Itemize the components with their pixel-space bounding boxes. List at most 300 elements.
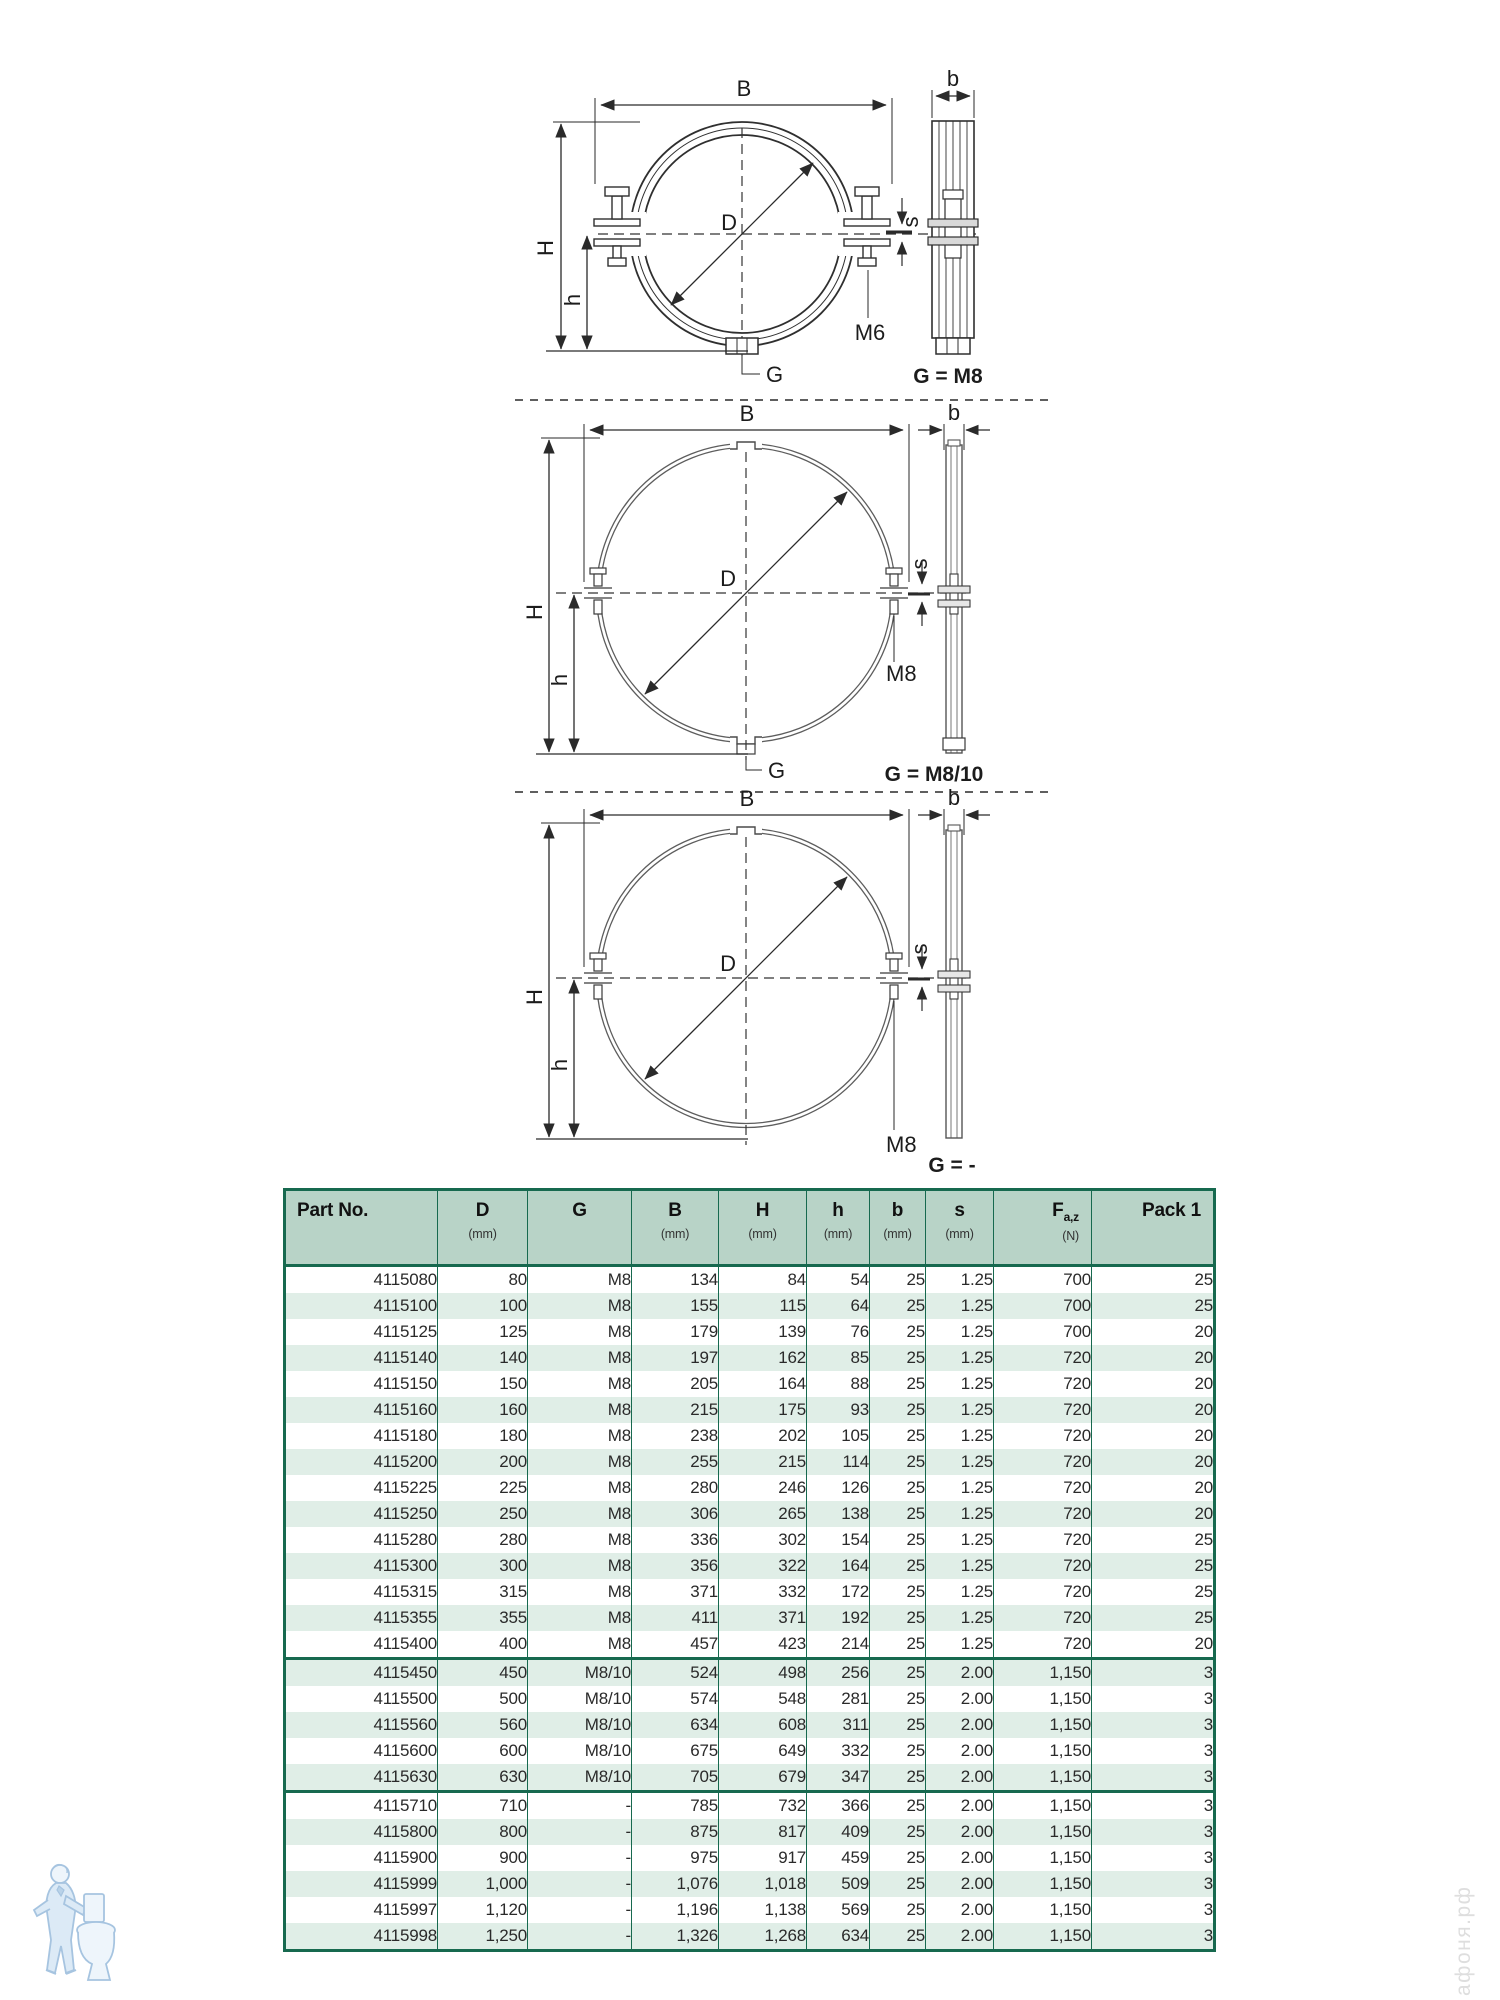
col-header-s: s (mm)	[926, 1190, 994, 1266]
table-cell: 93	[807, 1397, 870, 1423]
dim-label-h: h	[547, 673, 572, 687]
table-cell: 2.00	[926, 1738, 994, 1764]
table-row	[285, 1923, 1215, 1951]
table-cell: 85	[807, 1345, 870, 1371]
col-header-G: G	[528, 1190, 632, 1266]
table-cell: M8	[528, 1397, 632, 1423]
table-cell: M8	[528, 1449, 632, 1475]
dimensions-table	[283, 1188, 1216, 1952]
table-cell: 3	[1092, 1923, 1215, 1951]
table-cell: 164	[719, 1371, 807, 1397]
table-cell: M8/10	[528, 1712, 632, 1738]
table-cell: 634	[807, 1923, 870, 1951]
table-cell: 1,150	[994, 1738, 1092, 1764]
table-cell: 3	[1092, 1659, 1215, 1687]
table-cell: 459	[807, 1845, 870, 1871]
table-cell: 457	[632, 1631, 719, 1659]
table-cell: -	[528, 1871, 632, 1897]
table-cell: 900	[438, 1845, 528, 1871]
table-cell: 336	[632, 1527, 719, 1553]
table-cell: 25	[870, 1397, 926, 1423]
table-cell: 3	[1092, 1871, 1215, 1897]
table-cell: 630	[438, 1764, 528, 1792]
table-cell: 498	[719, 1659, 807, 1687]
table-cell: M8	[528, 1475, 632, 1501]
table-row	[285, 1345, 1215, 1371]
table-cell: 25	[1092, 1266, 1215, 1294]
table-row	[285, 1738, 1215, 1764]
bolt-size-label: M8	[886, 661, 917, 686]
table-cell: 164	[807, 1553, 870, 1579]
dim-label-h: h	[560, 293, 585, 307]
table-cell: 1,250	[438, 1923, 528, 1951]
table-cell: 281	[807, 1686, 870, 1712]
table-cell: 1,196	[632, 1897, 719, 1923]
col-header-B: B (mm)	[632, 1190, 719, 1266]
g-note: G = M8	[913, 365, 983, 388]
table-cell: 4115710	[285, 1792, 438, 1820]
table-cell: M8	[528, 1527, 632, 1553]
table-cell: 25	[870, 1553, 926, 1579]
table-cell: 4115800	[285, 1819, 438, 1845]
table-cell: M8	[528, 1266, 632, 1294]
table-cell: 225	[438, 1475, 528, 1501]
table-cell: M8/10	[528, 1686, 632, 1712]
watermark-plumber-logo	[20, 1852, 130, 1992]
table-cell: 1,120	[438, 1897, 528, 1923]
g-note: G = -	[928, 1154, 976, 1177]
dim-label-B: B	[739, 786, 755, 811]
table-cell: 2.00	[926, 1792, 994, 1820]
table-cell: 315	[438, 1579, 528, 1605]
table-cell: 4115630	[285, 1764, 438, 1792]
watermark-vertical-text: афоня.рф	[1452, 1885, 1475, 1996]
table-row	[285, 1845, 1215, 1871]
table-cell: 138	[807, 1501, 870, 1527]
table-cell: 20	[1092, 1345, 1215, 1371]
table-cell: 2.00	[926, 1819, 994, 1845]
table-cell: 25	[870, 1631, 926, 1659]
table-cell: 300	[438, 1553, 528, 1579]
table-cell: 197	[632, 1345, 719, 1371]
table-cell: 4115500	[285, 1686, 438, 1712]
table-cell: 25	[870, 1605, 926, 1631]
table-cell: 4115140	[285, 1345, 438, 1371]
table-cell: 25	[870, 1501, 926, 1527]
table-cell: 409	[807, 1819, 870, 1845]
dim-label-D: D	[720, 566, 736, 591]
bolt-size-label: M6	[854, 320, 886, 345]
table-cell: -	[528, 1923, 632, 1951]
table-cell: 4115355	[285, 1605, 438, 1631]
table-cell: 256	[807, 1659, 870, 1687]
side-view-1	[913, 66, 983, 388]
front-view-3	[522, 786, 972, 1157]
table-cell: 720	[994, 1397, 1092, 1423]
table-cell: M8	[528, 1631, 632, 1659]
g-note: G = M8/10	[884, 763, 984, 786]
col-header-part-no: Part No.	[285, 1190, 438, 1266]
table-cell: 3	[1092, 1712, 1215, 1738]
table-cell: 238	[632, 1423, 719, 1449]
table-cell: -	[528, 1845, 632, 1871]
table-cell: 25	[870, 1712, 926, 1738]
table-cell: 4115900	[285, 1845, 438, 1871]
table-cell: 634	[632, 1712, 719, 1738]
table-cell: 1.25	[926, 1449, 994, 1475]
table-cell: 2.00	[926, 1712, 994, 1738]
table-cell: 720	[994, 1371, 1092, 1397]
table-cell: 720	[994, 1553, 1092, 1579]
table-cell: 255	[632, 1449, 719, 1475]
col-header-Faz: $F_{a,z}$ (N)	[994, 1190, 1092, 1266]
table-cell: 679	[719, 1764, 807, 1792]
table-cell: -	[528, 1792, 632, 1820]
table-cell: M8	[528, 1501, 632, 1527]
table-cell: 1.25	[926, 1527, 994, 1553]
table-cell: 25	[870, 1764, 926, 1792]
dim-label-s: s	[898, 216, 923, 228]
diagram-light-clamp-m810	[515, 400, 1048, 792]
table-cell: 400	[438, 1631, 528, 1659]
table-cell: 4115150	[285, 1371, 438, 1397]
table-cell: 155	[632, 1293, 719, 1319]
table-cell: 25	[870, 1738, 926, 1764]
table-cell: 720	[994, 1475, 1092, 1501]
table-cell: 569	[807, 1897, 870, 1923]
table-cell: 1.25	[926, 1319, 994, 1345]
table-cell: 25	[870, 1845, 926, 1871]
table-cell: M8	[528, 1553, 632, 1579]
table-cell: 2.00	[926, 1897, 994, 1923]
table-cell: M8/10	[528, 1764, 632, 1792]
table-cell: 1.25	[926, 1501, 994, 1527]
table-cell: 500	[438, 1686, 528, 1712]
table-row	[285, 1579, 1215, 1605]
table-cell: 1,138	[719, 1897, 807, 1923]
table-cell: 154	[807, 1527, 870, 1553]
table-cell: 1,150	[994, 1712, 1092, 1738]
front-view-2	[522, 401, 972, 783]
table-cell: 265	[719, 1501, 807, 1527]
table-cell: 2.00	[926, 1659, 994, 1687]
table-cell: 1.25	[926, 1371, 994, 1397]
table-cell: 150	[438, 1371, 528, 1397]
table-cell: 20	[1092, 1371, 1215, 1397]
col-header-H: H (mm)	[719, 1190, 807, 1266]
table-cell: 25	[870, 1897, 926, 1923]
table-cell: 139	[719, 1319, 807, 1345]
table-cell: 3	[1092, 1897, 1215, 1923]
table-cell: 4115250	[285, 1501, 438, 1527]
table-cell: 3	[1092, 1686, 1215, 1712]
table-cell: 20	[1092, 1501, 1215, 1527]
table-cell: 311	[807, 1712, 870, 1738]
table-cell: 366	[807, 1792, 870, 1820]
table-cell: 84	[719, 1266, 807, 1294]
table-row	[285, 1475, 1215, 1501]
table-row	[285, 1764, 1215, 1792]
table-cell: 4115315	[285, 1579, 438, 1605]
table-cell: 20	[1092, 1449, 1215, 1475]
table-cell: 25	[1092, 1579, 1215, 1605]
table-cell: 134	[632, 1266, 719, 1294]
table-cell: 114	[807, 1449, 870, 1475]
table-cell: 675	[632, 1738, 719, 1764]
table-cell: 180	[438, 1423, 528, 1449]
table-cell: 371	[719, 1605, 807, 1631]
table-cell: 1,150	[994, 1897, 1092, 1923]
table-cell: 2.00	[926, 1923, 994, 1951]
dim-label-B: B	[736, 76, 752, 101]
diagram-heavy-clamp	[515, 66, 1048, 400]
table-row	[285, 1397, 1215, 1423]
table-cell: 2.00	[926, 1871, 994, 1897]
table-cell: 720	[994, 1501, 1092, 1527]
table-cell: -	[528, 1819, 632, 1845]
table-cell: 280	[632, 1475, 719, 1501]
table-cell: 720	[994, 1345, 1092, 1371]
table-cell: 4115125	[285, 1319, 438, 1345]
table-cell: 509	[807, 1871, 870, 1897]
table-cell: 25	[870, 1579, 926, 1605]
table-cell: 1,150	[994, 1923, 1092, 1951]
table-cell: 4115280	[285, 1527, 438, 1553]
side-view-3	[918, 785, 990, 1177]
table-row	[285, 1293, 1215, 1319]
col-header-b: b (mm)	[870, 1190, 926, 1266]
table-cell: 1.25	[926, 1345, 994, 1371]
table-cell: 20	[1092, 1631, 1215, 1659]
table-cell: 347	[807, 1764, 870, 1792]
table-cell: 54	[807, 1266, 870, 1294]
table-cell: 214	[807, 1631, 870, 1659]
table-cell: 411	[632, 1605, 719, 1631]
table-cell: 246	[719, 1475, 807, 1501]
table-cell: 172	[807, 1579, 870, 1605]
table-cell: 20	[1092, 1475, 1215, 1501]
table-cell: 160	[438, 1397, 528, 1423]
table-cell: 4115225	[285, 1475, 438, 1501]
table-cell: 25	[870, 1475, 926, 1501]
table-cell: 25	[870, 1792, 926, 1820]
table-cell: 4115999	[285, 1871, 438, 1897]
table-cell: 25	[870, 1371, 926, 1397]
table-cell: M8	[528, 1371, 632, 1397]
table-cell: 600	[438, 1738, 528, 1764]
table-cell: 1.25	[926, 1266, 994, 1294]
table-cell: 200	[438, 1449, 528, 1475]
table-cell: 4115100	[285, 1293, 438, 1319]
table-cell: 25	[870, 1923, 926, 1951]
table-cell: 3	[1092, 1764, 1215, 1792]
col-header-pack: Pack 1	[1092, 1190, 1215, 1266]
table-row	[285, 1449, 1215, 1475]
table-cell: 710	[438, 1792, 528, 1820]
table-cell: 332	[719, 1579, 807, 1605]
table-cell: 25	[870, 1319, 926, 1345]
table-row	[285, 1871, 1215, 1897]
table-cell: 917	[719, 1845, 807, 1871]
table-cell: 975	[632, 1845, 719, 1871]
table-cell: 1,150	[994, 1871, 1092, 1897]
table-cell: 192	[807, 1605, 870, 1631]
table-row	[285, 1266, 1215, 1294]
table-cell: M8/10	[528, 1738, 632, 1764]
table-cell: 1,150	[994, 1764, 1092, 1792]
table-cell: 732	[719, 1792, 807, 1820]
table-cell: 4115160	[285, 1397, 438, 1423]
table-cell: 649	[719, 1738, 807, 1764]
dim-label-b: b	[946, 66, 960, 91]
table-cell: 105	[807, 1423, 870, 1449]
table-cell: 1.25	[926, 1579, 994, 1605]
table-cell: 25	[870, 1293, 926, 1319]
table-cell: 76	[807, 1319, 870, 1345]
table-cell: 720	[994, 1423, 1092, 1449]
table-cell: 4115560	[285, 1712, 438, 1738]
front-view-1	[533, 76, 978, 387]
table-cell: 4115400	[285, 1631, 438, 1659]
table-cell: 25	[1092, 1293, 1215, 1319]
table-cell: 25	[870, 1266, 926, 1294]
table-cell: M8	[528, 1319, 632, 1345]
g-label: G	[766, 362, 784, 387]
dim-label-D: D	[721, 210, 737, 235]
table-cell: M8/10	[528, 1659, 632, 1687]
table-row	[285, 1553, 1215, 1579]
table-cell: 4115450	[285, 1659, 438, 1687]
table-cell: 175	[719, 1397, 807, 1423]
table-cell: 785	[632, 1792, 719, 1820]
table-row	[285, 1501, 1215, 1527]
table-cell: 2.00	[926, 1686, 994, 1712]
table-cell: 574	[632, 1686, 719, 1712]
table-cell: 700	[994, 1319, 1092, 1345]
table-cell: 1.25	[926, 1605, 994, 1631]
table-cell: 162	[719, 1345, 807, 1371]
table-row	[285, 1631, 1215, 1659]
table-cell: 608	[719, 1712, 807, 1738]
table-header	[285, 1190, 1215, 1266]
table-cell: 322	[719, 1553, 807, 1579]
table-row	[285, 1423, 1215, 1449]
table-cell: 817	[719, 1819, 807, 1845]
table-cell: 25	[870, 1423, 926, 1449]
dim-label-B: B	[739, 401, 755, 426]
table-cell: 140	[438, 1345, 528, 1371]
table-cell: 700	[994, 1293, 1092, 1319]
table-cell: 524	[632, 1659, 719, 1687]
col-header-h: h (mm)	[807, 1190, 870, 1266]
dim-label-D: D	[720, 951, 736, 976]
table-cell: 25	[870, 1449, 926, 1475]
table-cell: 720	[994, 1631, 1092, 1659]
dim-label-s: s	[907, 943, 932, 955]
table-cell: 356	[632, 1553, 719, 1579]
table-cell: 1.25	[926, 1423, 994, 1449]
table-cell: 1.25	[926, 1475, 994, 1501]
table-cell: 720	[994, 1527, 1092, 1553]
table-cell: 720	[994, 1449, 1092, 1475]
table-cell: 25	[1092, 1605, 1215, 1631]
table-cell: 450	[438, 1659, 528, 1687]
table-cell: 179	[632, 1319, 719, 1345]
table-cell: 25	[870, 1686, 926, 1712]
table-cell: 306	[632, 1501, 719, 1527]
table-cell: 25	[1092, 1553, 1215, 1579]
table-cell: 1,150	[994, 1792, 1092, 1820]
table-cell: 1,150	[994, 1845, 1092, 1871]
table-cell: 4115180	[285, 1423, 438, 1449]
table-cell: 215	[719, 1449, 807, 1475]
table-cell: 1,150	[994, 1686, 1092, 1712]
table-cell: 3	[1092, 1738, 1215, 1764]
table-cell: 302	[719, 1527, 807, 1553]
table-cell: 1,076	[632, 1871, 719, 1897]
table-cell: 1,000	[438, 1871, 528, 1897]
table-cell: 3	[1092, 1792, 1215, 1820]
table-cell: 1,326	[632, 1923, 719, 1951]
table-cell: 4115600	[285, 1738, 438, 1764]
table-cell: 700	[994, 1266, 1092, 1294]
table-cell: 720	[994, 1579, 1092, 1605]
dim-label-H: H	[533, 240, 558, 256]
dim-label-H: H	[522, 989, 547, 1005]
table-cell: 280	[438, 1527, 528, 1553]
table-cell: -	[528, 1897, 632, 1923]
table-cell: 1,150	[994, 1659, 1092, 1687]
table-row	[285, 1527, 1215, 1553]
g-label: G	[768, 758, 786, 783]
table-cell: 4115998	[285, 1923, 438, 1951]
table-cell: 3	[1092, 1819, 1215, 1845]
table-cell: 332	[807, 1738, 870, 1764]
dim-label-b: b	[947, 785, 961, 810]
table-cell: 25	[870, 1345, 926, 1371]
table-cell: 1.25	[926, 1631, 994, 1659]
table-cell: 548	[719, 1686, 807, 1712]
table-cell: 80	[438, 1266, 528, 1294]
bolt-size-label: M8	[886, 1132, 917, 1157]
table-cell: 800	[438, 1819, 528, 1845]
table-row	[285, 1712, 1215, 1738]
table-cell: 20	[1092, 1423, 1215, 1449]
table-cell: 4115997	[285, 1897, 438, 1923]
table-cell: 1,018	[719, 1871, 807, 1897]
table-cell: M8	[528, 1345, 632, 1371]
table-cell: 4115300	[285, 1553, 438, 1579]
dim-label-b: b	[947, 400, 961, 425]
diagram-light-clamp-plain	[522, 785, 990, 1177]
dim-label-h: h	[547, 1058, 572, 1072]
table-cell: 560	[438, 1712, 528, 1738]
table-cell: 2.00	[926, 1764, 994, 1792]
table-cell: 2.00	[926, 1845, 994, 1871]
table-cell: M8	[528, 1293, 632, 1319]
table-cell: 88	[807, 1371, 870, 1397]
table-row	[285, 1371, 1215, 1397]
table-cell: 1,150	[994, 1819, 1092, 1845]
table-cell: 423	[719, 1631, 807, 1659]
table-row	[285, 1659, 1215, 1687]
col-header-D: D (mm)	[438, 1190, 528, 1266]
table-cell: 64	[807, 1293, 870, 1319]
table-cell: 25	[870, 1871, 926, 1897]
table-cell: 25	[870, 1659, 926, 1687]
table-cell: 100	[438, 1293, 528, 1319]
table-cell: 25	[870, 1819, 926, 1845]
